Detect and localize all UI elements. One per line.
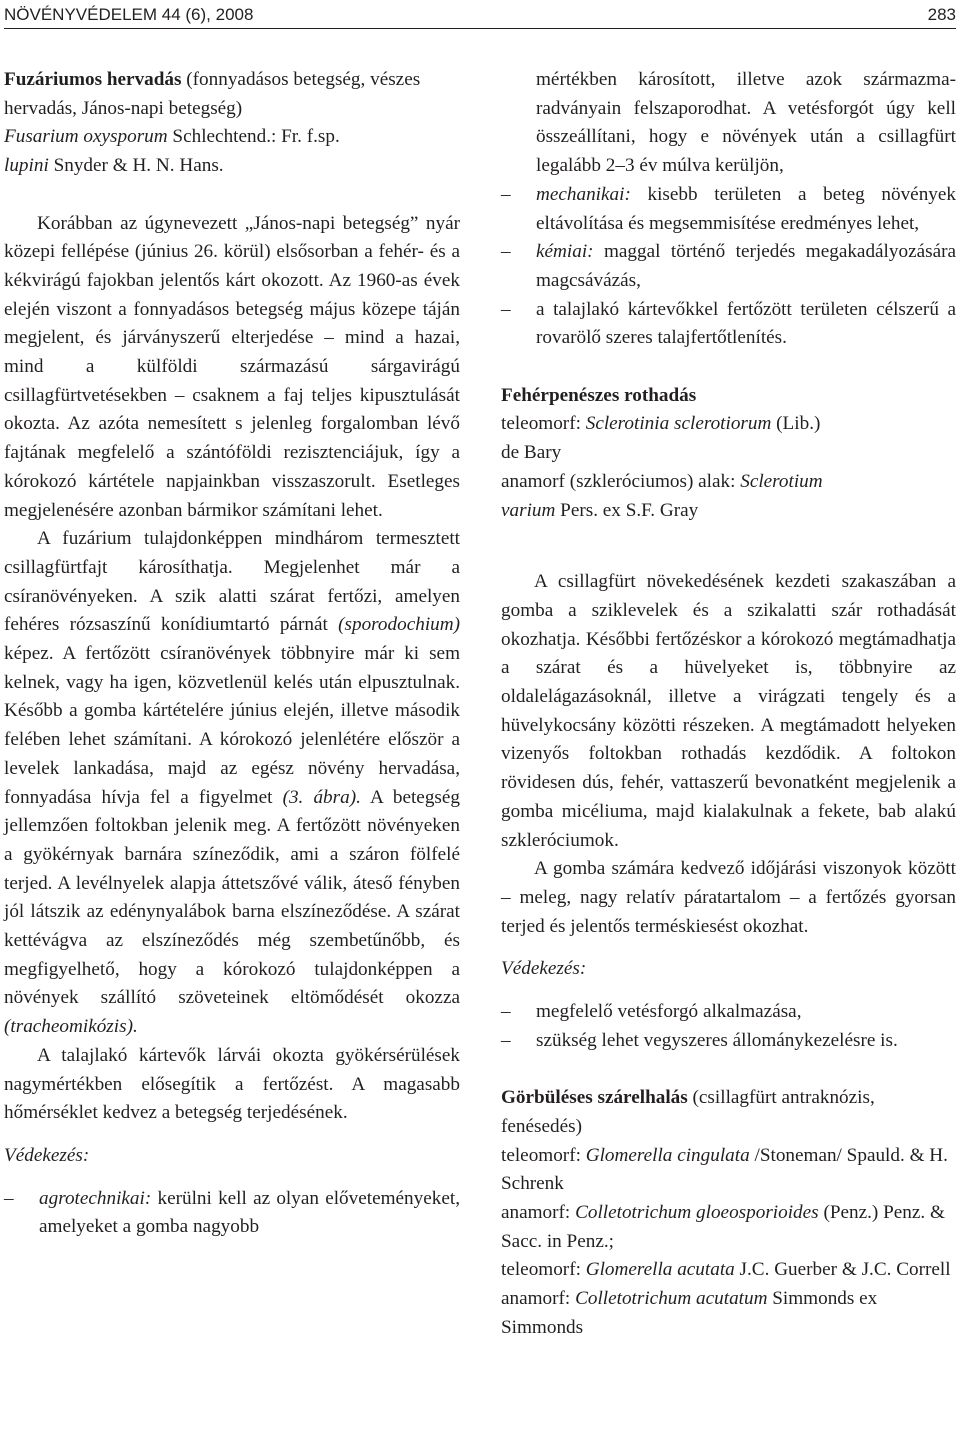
item-label: kémiai:	[536, 241, 594, 263]
list-item: – szükség lehet vegyszeres állománykezelésre is.	[501, 1027, 956, 1056]
sclerotinia-symptoms: A csillagfürt növekedésének kezdeti szakaszában a gomba a sziklevelek és a szikalatti szár rothadását okozhatja. Későbbi fertőzéskor a kórokozó megtámadhatja a szárat és a hüvelyeket is, többnyire az oldalelágazásoknál, illetve a virágzati tengely és a hüvelykocsány közötti részeken. A megtámadott helyeken vizenyős foltokban rothadás kezdődik. A foltokon rövidesen dús, fehér, vattaszerű bevonatként megjelenik a gomba micéliuma, majd kialakulnak a fekete, bab alakú szkleróciumok.	[501, 571, 956, 851]
symptoms-text-b: képez. A fertőzött csíranövények többnyire már ki sem kelnek, vagy ha igen, közvetlenül kelés után elpusztulnak. Később a gomba kártételére június elején, illetve második felében lehet számítani. A kórokozó jelenlétére először a levelek lankadása, majd az egész növény hervadása, fonnyadása hívja fel a figyelmet	[4, 643, 460, 808]
list-continuation: mértékben károsított, illetve azok származmaradványain felszaporodhat. A vetésforgót úgy kell összeállítani, hogy e növények után a csillagfürt legalább 2–3 év múlva kerüljön,	[536, 69, 956, 177]
fusarium-synonyms: (fonnyadásos betegség, vészes hervadás, János-napi betegség)	[4, 69, 421, 119]
figure-reference: (3. ábra).	[282, 786, 361, 808]
fusarium-heading	[4, 66, 460, 181]
tax-label: anamorf (szkleróciumos) alak:	[501, 470, 741, 492]
colletotrichum-heading	[501, 1084, 956, 1141]
tax-author: Simmonds ex Simmonds	[501, 1288, 878, 1338]
protection-list-continued	[501, 181, 956, 353]
journal-citation: NÖVÉNYVÉDELEM 44 (6), 2008	[4, 5, 254, 24]
tax-species: Sclerotinia sclerotiorum	[585, 413, 772, 435]
symptoms-text-a: A fuzárium tulajdonképpen mindhárom termesztett csillagfürtfajt károsíthatja. Megjelenhet már a csíranövényeken. A szik alatti szárat fertőzi, amelyen fehéres rózsaszínű konídiumtartó párnát	[4, 528, 460, 636]
tax-species: Glomerella acutata	[585, 1259, 735, 1281]
tax-label: anamorf:	[501, 1201, 576, 1223]
list-item: – megfelelő vetésforgó alkalmazása,	[501, 998, 956, 1027]
symptoms-text-c: A betegség jellemzően foltokban jelenik meg. A fertőzött növényeken a gyökérnyak barnára színeződik, ami a száron fölfelé terjed. A levélnyelek alapja áttetszővé válik, áteső fényben jól látszik az edénynyalábok barna elszíneződése. A szárat kettévágva az elszíneződés még szembetűnőbb, és megfigyelhető, hogy a kórokozó tulajdonképpen a növények szállító szöveteinek eltömődését okozza	[4, 786, 460, 1009]
colletotrichum-synonyms: (csillagfürt antraknózis, fenésedés)	[501, 1087, 875, 1137]
fusarium-forma: lupini	[4, 155, 49, 177]
page-number: 283	[927, 5, 956, 24]
tax-author: (Penz.) Penz. & Sacc. in Penz.;	[501, 1201, 945, 1252]
right-column	[501, 66, 956, 1343]
fusarium-author: Schlechtend.: Fr. f.sp.	[167, 126, 340, 148]
tax-author: (Lib.)	[771, 413, 821, 435]
list-item	[501, 238, 956, 295]
tax-genus: Sclerotium	[740, 470, 823, 492]
left-column	[4, 66, 460, 1242]
colletotrichum-title: Görbüléses szárelhalás	[501, 1087, 688, 1109]
list-item	[4, 1185, 460, 1242]
tax-species: varium	[501, 499, 556, 521]
term-sporodochium: (sporodochium)	[338, 614, 460, 636]
protection-heading-2: Védekezés:	[501, 958, 587, 980]
fusarium-title: Fuzáriumos hervadás	[4, 69, 182, 90]
protection-list	[4, 1185, 460, 1242]
fusarium-species: Fusarium oxysporum	[4, 126, 168, 148]
tax-author: Pers. ex S.F. Gray	[555, 499, 699, 521]
sclerotinia-title: Fehérpenészes rothadás	[501, 384, 697, 406]
sclerotinia-taxonomy	[501, 410, 956, 525]
protection-heading: Védekezés:	[4, 1145, 90, 1166]
tax-author: /Stoneman/ Spauld. & H. Schrenk	[501, 1144, 948, 1195]
item-text: kisebb területen a beteg növények eltávolítása és megsemmisítése eredményes lehet,	[536, 183, 956, 234]
term-tracheomycosis: (tracheomikózis).	[4, 1016, 138, 1038]
tax-label: teleomorf:	[501, 1144, 586, 1166]
list-item: – a talajlakó kártevőkkel fertőzött területen célszerű a rovarölő szeres talajfertőtlenítés.	[501, 296, 956, 353]
tax-species: Glomerella cingulata	[585, 1144, 750, 1166]
item-text: maggal történő terjedés megakadályozására magcsávázás,	[536, 241, 956, 291]
sclerotinia-conditions: A gomba számára kedvező időjárási viszonyok között – meleg, nagy relatív páratartalom – a fertőzés gyorsan terjed és jelentős terméskiesést okozhat.	[501, 858, 956, 937]
running-header	[4, 2, 956, 29]
paragraph-history: Korábban az úgynevezett „János-napi betegség” nyár közepi fellépése (június 26. körül) elsősorban a fehér- és a kékvirágú fajokban jelentős kárt okozott. Az 1960-as évek elején viszont a fonnyadásos betegség május közepe táján megjelent, és járványszerű elterjedése – mind a hazai, mind a külföldi származású sárgavirágú csillagfürtvetésekben – csaknem a faj teljes kipusztulását okozta. Az azóta nemesített s jelenleg forgalomban lévő fajtának megfelelő a szántóföldi rezisztenciájuk, így a kórokozó kártétele napjainkban visszaszorult. Esetleges megjelenésére azonban bármikor számítani lehet.	[4, 212, 460, 521]
item-label: mechanikai:	[536, 183, 631, 205]
tax-species: Colletotrichum acutatum	[575, 1288, 768, 1310]
tax-label: anamorf:	[501, 1288, 576, 1310]
tax-species: Colletotrichum gloeosporioides	[575, 1201, 819, 1223]
protection-list-2	[501, 998, 956, 1055]
tax-label: teleomorf:	[501, 413, 586, 435]
paragraph-symptoms	[4, 525, 460, 1042]
list-item	[501, 181, 956, 238]
colletotrichum-taxonomy	[501, 1142, 956, 1343]
item-label: agrotechnikai:	[39, 1187, 152, 1209]
tax-label: teleomorf:	[501, 1259, 586, 1281]
fusarium-forma-author: Snyder & H. N. Hans.	[48, 155, 224, 177]
paragraph-pests: A talajlakó kártevők lárvái okozta gyökérsérülések nagymértékben elősegítik a fertőzést. A magasabb hőmérséklet kedvez a betegség terjedésének.	[4, 1044, 460, 1124]
item-text: kerülni kell az olyan előveteményeket, amelyeket a gomba nagyobb	[39, 1187, 460, 1238]
tax-author: de Bary	[501, 442, 562, 464]
tax-author: J.C. Guerber & J.C. Correll	[734, 1259, 951, 1281]
